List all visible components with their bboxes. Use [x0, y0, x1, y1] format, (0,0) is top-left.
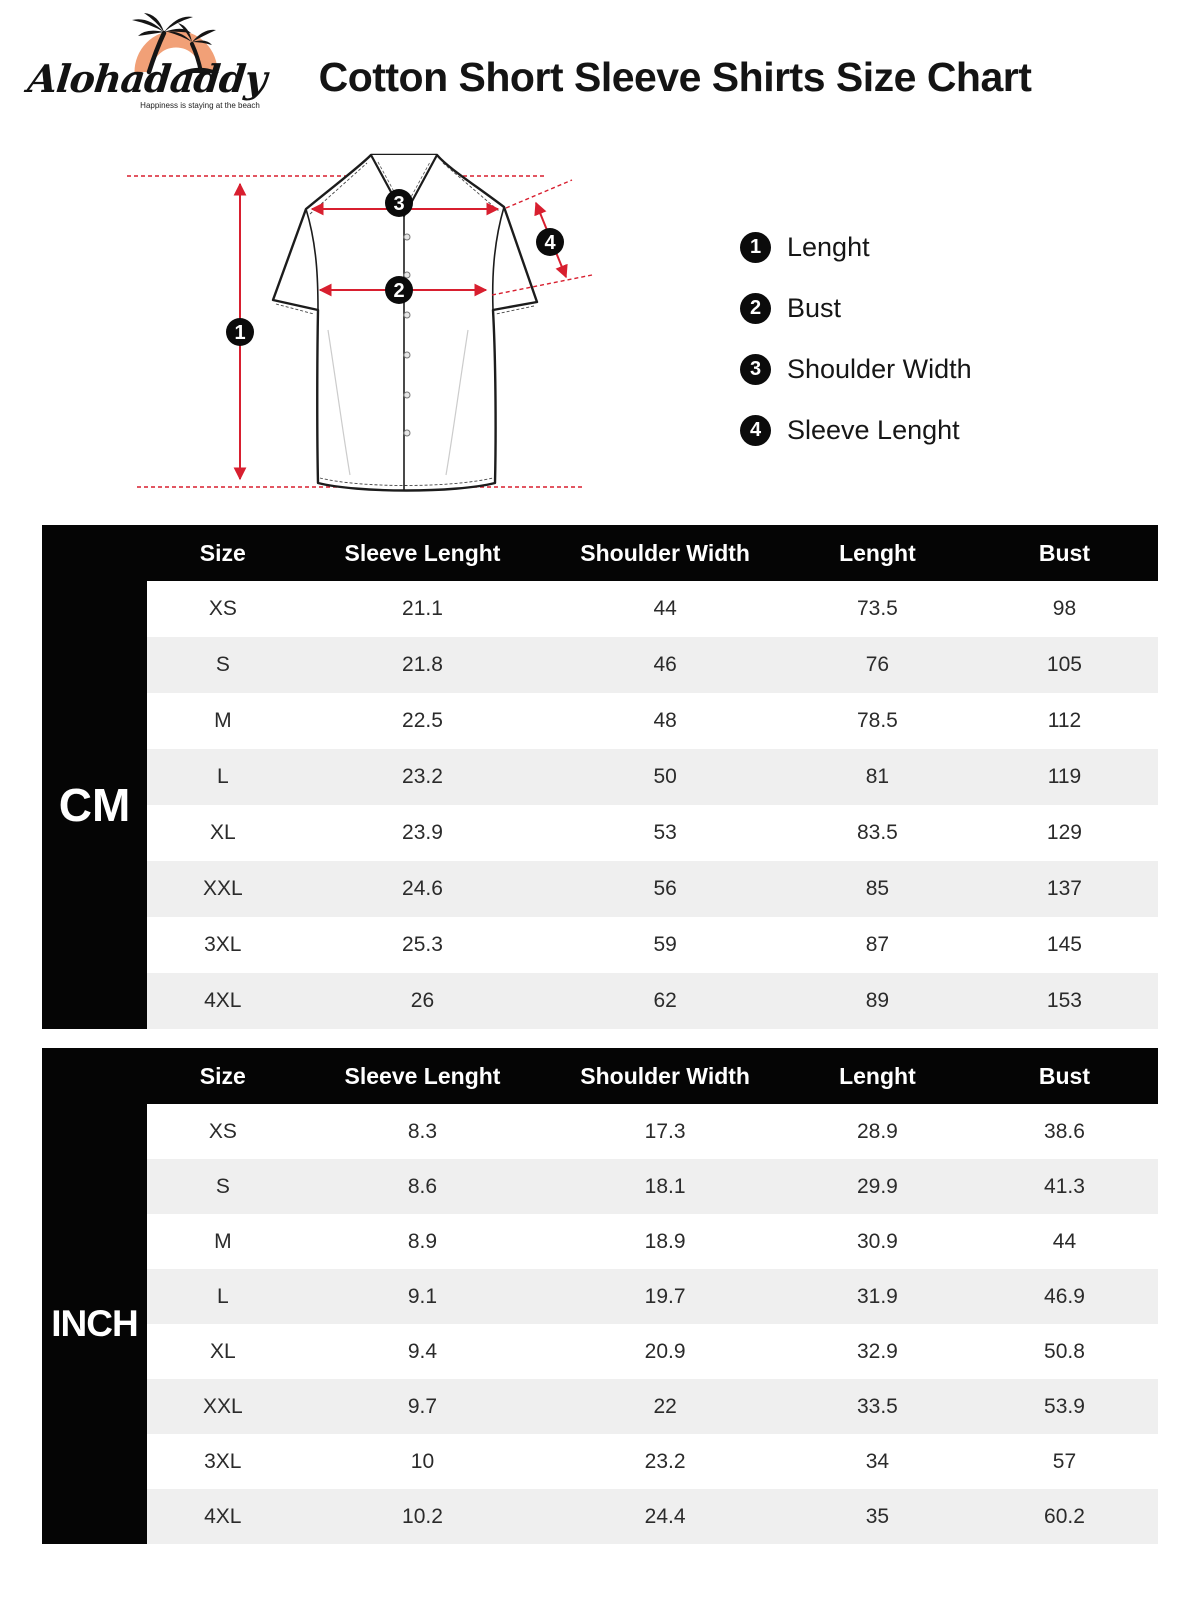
value-cell: 33.5	[856, 1394, 898, 1418]
value-cell: 153	[1046, 989, 1082, 1012]
value-cell: 57	[1052, 1449, 1077, 1473]
value-cell: 24.6	[402, 877, 443, 900]
value-cell: 53	[653, 821, 677, 844]
size-cell: M	[214, 709, 232, 732]
size-cell: XL	[209, 1339, 236, 1363]
size-table-cm	[42, 525, 1158, 1029]
value-cell: 28.9	[856, 1119, 898, 1143]
value-cell: 32.9	[856, 1339, 898, 1363]
value-cell: 105	[1046, 653, 1082, 676]
value-cell: 18.9	[644, 1229, 686, 1253]
value-cell: 89	[865, 989, 890, 1012]
value-cell: 98	[1052, 597, 1077, 620]
value-cell: 44	[1052, 1229, 1077, 1253]
size-cell: 3XL	[204, 1449, 242, 1473]
size-table-inch	[42, 1048, 1158, 1544]
value-cell: 10	[410, 1449, 435, 1473]
size-cell: XL	[209, 821, 236, 844]
marker-1-num: 1	[234, 322, 246, 344]
value-cell: 35	[865, 1504, 890, 1528]
value-cell: 26	[410, 989, 435, 1012]
table-row	[147, 1434, 1158, 1489]
value-cell: 50	[653, 765, 677, 788]
column-header: Lenght	[839, 539, 916, 566]
value-cell: 60.2	[1044, 1504, 1085, 1528]
value-cell: 9.7	[407, 1394, 438, 1418]
legend-item-sleeve-length	[740, 415, 972, 446]
value-cell: 30.9	[856, 1229, 898, 1253]
value-cell: 8.3	[407, 1119, 438, 1143]
table-row	[147, 1214, 1158, 1269]
value-cell: 38.6	[1044, 1119, 1085, 1143]
table-row	[147, 1269, 1158, 1324]
column-header: Sleeve Lenght	[344, 539, 501, 566]
table-row	[147, 805, 1158, 861]
column-header: Shoulder Width	[580, 1062, 750, 1089]
table-rows-inch	[147, 1104, 1158, 1544]
column-header: Lenght	[839, 1062, 916, 1089]
value-cell: 129	[1046, 821, 1082, 844]
table-row	[147, 917, 1158, 973]
value-cell: 48	[653, 709, 677, 732]
value-cell: 31.9	[856, 1284, 898, 1308]
value-cell: 19.7	[644, 1284, 686, 1308]
column-header: Shoulder Width	[580, 539, 750, 566]
value-cell: 41.3	[1044, 1174, 1085, 1198]
value-cell: 22	[653, 1394, 677, 1418]
column-header: Sleeve Lenght	[344, 1062, 501, 1089]
value-cell: 81	[865, 765, 890, 788]
legend-1-label: Lenght	[787, 232, 870, 262]
value-cell: 24.4	[644, 1504, 686, 1528]
table-row	[147, 637, 1158, 693]
shirt-measurement-diagram	[100, 140, 620, 500]
legend-3-badge: 3	[740, 354, 771, 385]
brand-tagline: Happiness is staying at the beach	[140, 101, 260, 110]
legend-4-badge: 4	[740, 415, 771, 446]
value-cell: 112	[1047, 709, 1082, 732]
table-row	[147, 861, 1158, 917]
legend-2-label: Bust	[787, 293, 842, 323]
value-cell: 83.5	[856, 821, 898, 844]
marker-4-num: 4	[544, 232, 556, 254]
size-cell: XXL	[202, 877, 243, 900]
value-cell: 119	[1047, 765, 1082, 788]
value-cell: 73.5	[856, 597, 898, 620]
size-cell: S	[215, 1174, 230, 1198]
value-cell: 50.8	[1044, 1339, 1085, 1363]
legend-item-bust	[740, 293, 972, 324]
size-cell: XS	[208, 597, 237, 620]
table-row	[147, 1159, 1158, 1214]
size-cell: XS	[208, 1119, 237, 1143]
column-header: Bust	[1038, 1062, 1091, 1089]
measurement-legend	[740, 232, 972, 446]
value-cell: 23.2	[402, 765, 443, 788]
value-cell: 145	[1046, 933, 1082, 956]
value-cell: 46.9	[1044, 1284, 1085, 1308]
table-rows-cm	[147, 581, 1158, 1029]
header-spacer	[42, 525, 147, 581]
legend-item-shoulder-width	[740, 354, 972, 385]
size-cell: L	[216, 1284, 229, 1308]
table-row	[147, 973, 1158, 1029]
value-cell: 21.8	[402, 653, 443, 676]
table-row	[147, 693, 1158, 749]
value-cell: 29.9	[856, 1174, 898, 1198]
value-cell: 85	[865, 877, 890, 900]
marker-2-num: 2	[393, 280, 405, 302]
column-header: Size	[199, 539, 246, 566]
value-cell: 87	[865, 933, 890, 956]
table-header-cm	[42, 525, 1158, 581]
size-cell: S	[215, 653, 230, 676]
marker-3-num: 3	[393, 193, 405, 215]
size-cell: XXL	[202, 1394, 243, 1418]
value-cell: 23.9	[402, 821, 443, 844]
value-cell: 21.1	[402, 597, 443, 620]
value-cell: 23.2	[644, 1449, 686, 1473]
legend-3-label: Shoulder Width	[787, 354, 972, 384]
value-cell: 25.3	[402, 933, 443, 956]
value-cell: 59	[653, 933, 677, 956]
value-cell: 34	[865, 1449, 890, 1473]
column-header: Size	[199, 1062, 246, 1089]
value-cell: 53.9	[1044, 1394, 1085, 1418]
table-row	[147, 1379, 1158, 1434]
header-spacer	[42, 1048, 147, 1104]
legend-item-length	[740, 232, 972, 263]
value-cell: 22.5	[402, 709, 443, 732]
table-header-inch	[42, 1048, 1158, 1104]
table-row	[147, 1489, 1158, 1544]
column-header: Bust	[1038, 539, 1091, 566]
value-cell: 76	[865, 653, 890, 676]
value-cell: 62	[653, 989, 677, 1012]
legend-4-label: Sleeve Lenght	[787, 415, 960, 445]
value-cell: 8.6	[407, 1174, 438, 1198]
size-cell: 3XL	[204, 933, 242, 956]
table-row	[147, 749, 1158, 805]
unit-label-cm: CM	[58, 779, 131, 831]
size-cell: 4XL	[204, 1504, 242, 1528]
value-cell: 8.9	[407, 1229, 438, 1253]
table-row	[147, 1324, 1158, 1379]
value-cell: 9.4	[407, 1339, 438, 1363]
brand-name: Alohadaddy	[25, 56, 269, 101]
value-cell: 17.3	[644, 1119, 686, 1143]
size-cell: 4XL	[204, 989, 242, 1012]
value-cell: 137	[1046, 877, 1082, 900]
value-cell: 18.1	[644, 1174, 686, 1198]
legend-2-badge: 2	[740, 293, 771, 324]
value-cell: 44	[653, 597, 677, 620]
value-cell: 46	[653, 653, 677, 676]
value-cell: 20.9	[644, 1339, 686, 1363]
value-cell: 78.5	[856, 709, 898, 732]
table-row	[147, 581, 1158, 637]
value-cell: 9.1	[407, 1284, 438, 1308]
value-cell: 10.2	[402, 1504, 443, 1528]
value-cell: 56	[653, 877, 677, 900]
page-title: Cotton Short Sleeve Shirts Size Chart	[318, 54, 1032, 100]
size-cell: L	[216, 765, 229, 788]
legend-1-badge: 1	[740, 232, 771, 263]
unit-label-inch: INCH	[51, 1303, 138, 1344]
size-cell: M	[214, 1229, 232, 1253]
table-row	[147, 1104, 1158, 1159]
